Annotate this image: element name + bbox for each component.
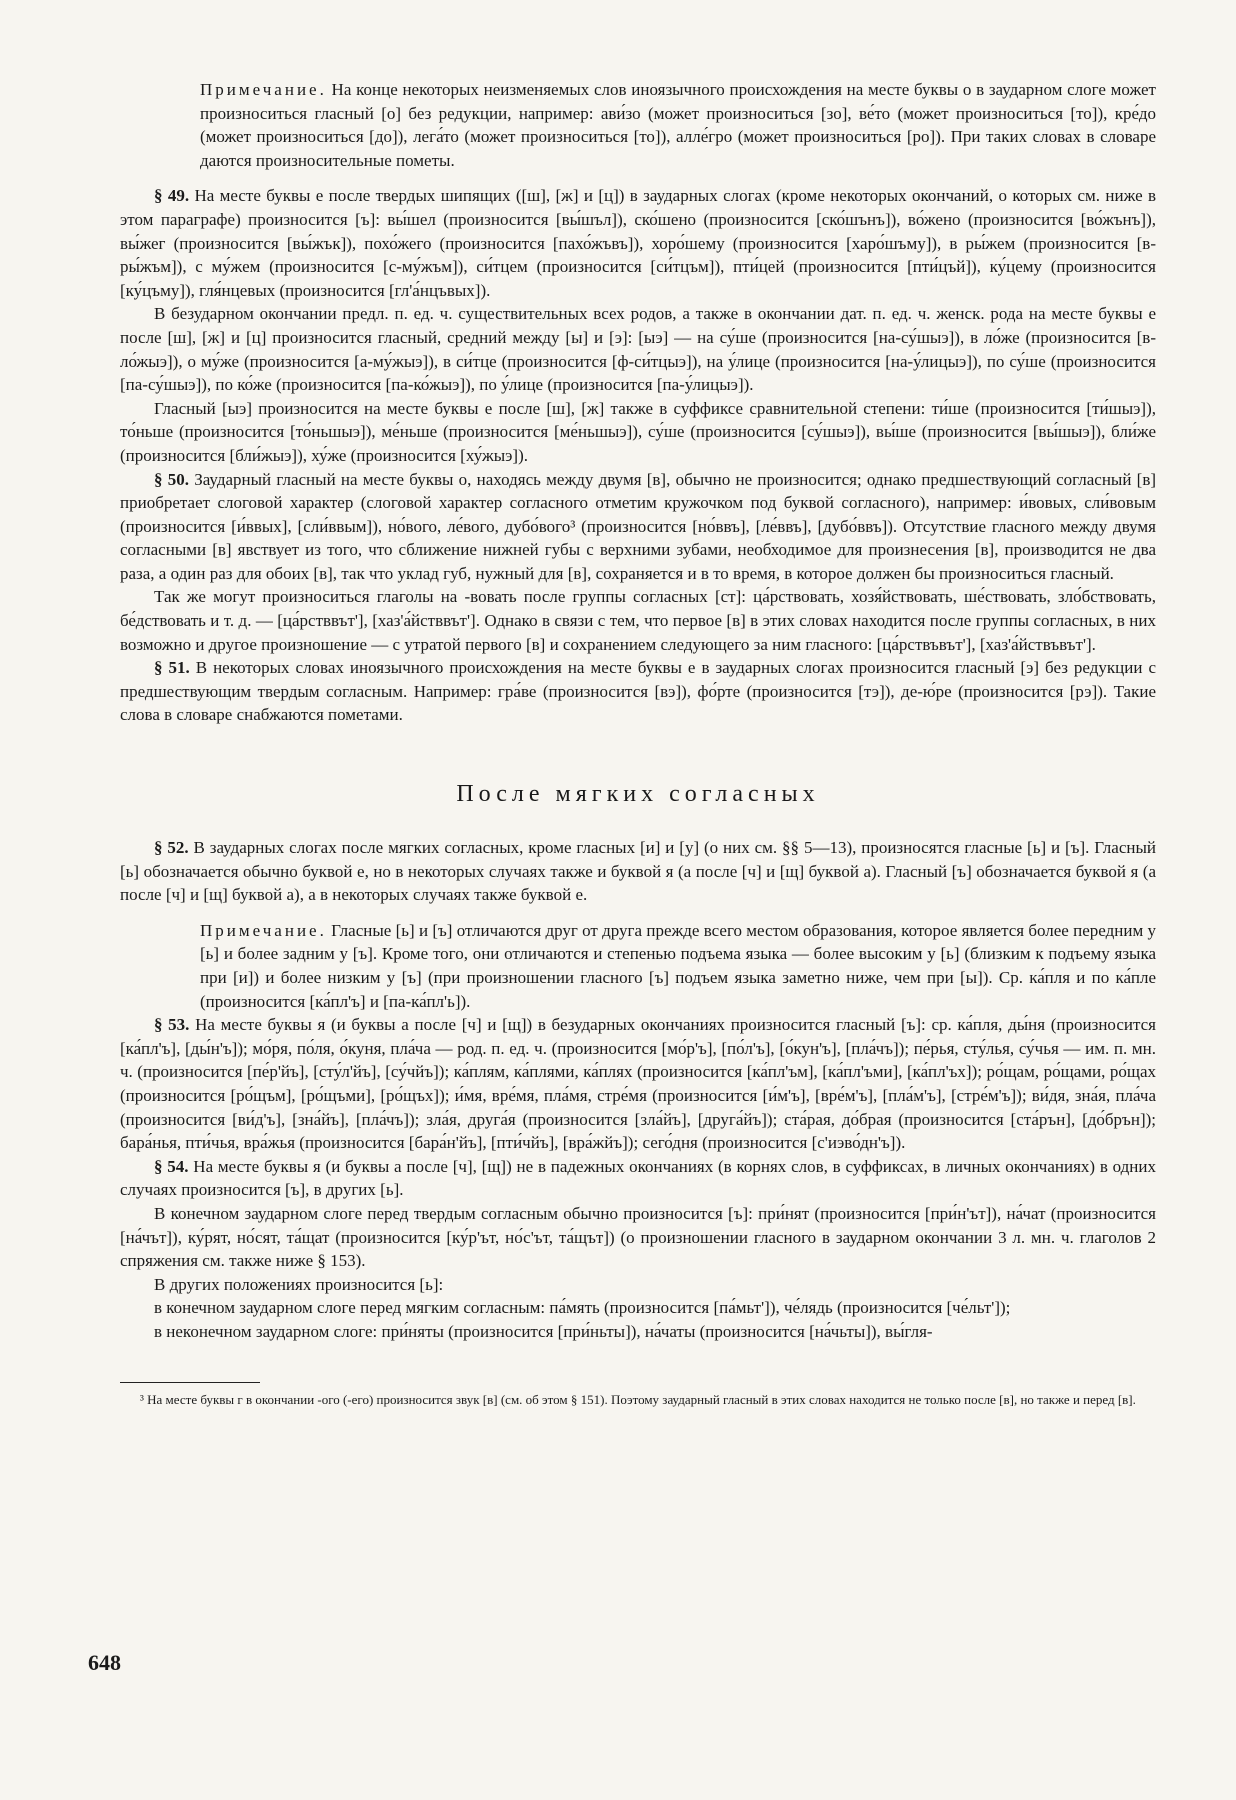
- footnote: ³ На месте буквы г в окончании -ого (-его) произносится звук [в] (см. об этом § 151). Поэтому заударный гласный в этих словах находится не только после [в], но также и перед [в].: [140, 1391, 1136, 1407]
- section-number: § 50.: [154, 469, 189, 489]
- section-number: § 49.: [154, 186, 190, 206]
- body-paragraph: Гласный [ыэ] произносится на месте буквы е после [ш], [ж] также в суффиксе сравнительной степени: ти́ше (произносится [ти́шыэ]), то́ньше (произносится [то́ньшыэ]), ме́ньше (произносится [ме́ньшыэ]), су́ше (произносится [су́шыэ]), вы́ше (произносится [вы́шыэ]), бли́же (произносится [бли́жыэ]), ху́же (произносится [ху́жыэ]).: [120, 398, 1156, 465]
- body-paragraph: В других положениях произносится [ь]:: [154, 1274, 444, 1294]
- body-paragraph: в неконечном заударном слоге: при́няты (произносится [при́ньты]), на́чаты (произносится [на́чьты]), вы́гля-: [154, 1321, 933, 1341]
- section-53-paragraph: [120, 1013, 1156, 1155]
- section-number: § 53.: [154, 1015, 190, 1035]
- body-paragraph: В безударном окончании предл. п. ед. ч. существительных всех родов, а также в окончании дат. п. ед. ч. женск. рода на месте буквы е после [ш], [ж] и [ц] произносится гласный, средний между [ы] и [э]: [ыэ] — на су́ше (произносится [на-су́шыэ]), в ло́же (произносится [в-ло́жыэ]), о му́же (произносится [а-му́жыэ]), в си́тце (произносится [ф-си́тцыэ]), на у́лице (произносится [на-у́лицыэ]), по су́ше (произносится [па-су́шыэ]), по ко́же (произносится [па-ко́жыэ]), по у́лице (произносится [па-у́лицыэ]).: [120, 304, 1156, 395]
- section-text: На месте буквы я (и буквы а после [ч] и [щ]) в безударных окончаниях произносится гласный [ъ]: ср. ка́пля, ды́ня (произносится [ка́пл'ъ], [ды́н'ъ]); мо́ря, по́ля, о́куня, пла́ча — род. п. ед. ч. (произносится [мо́р'ъ], [по́л'ъ], [о́кун'ъ], [пла́чъ]); пе́рья, сту́лья, су́чья — им. п. мн. ч. (произносится [пе́р'йъ], [сту́л'йъ], [су́чйъ]); ка́плям, ка́плями, ка́плях (произносится [ка́пл'ъм], [ка́пл'ъми], [ка́пл'ъх]); ро́щам, ро́щами, ро́щах (произносится [ро́щъм], [ро́щъми], [ро́щъх]); и́мя, вре́мя, пла́мя, стре́мя (произносится [и́м'ъ], [вре́м'ъ], [пла́м'ъ], [стре́м'ъ]); ви́дя, зна́я, пла́ча (произносится [ви́д'ъ], [зна́йъ], [пла́чъ]); зла́я, друга́я (произносится [зла́йъ], [друга́йъ]); ста́рая, до́брая (произносится [ста́рън], [до́брън]); бара́нья, пти́чья, вра́жья (произносится [бара́н'йъ], [пти́чйъ], [вра́жйъ]); сего́дня (произносится [с'иэво́дн'ъ]).: [120, 1015, 1156, 1153]
- note-label: Примечание.: [200, 920, 327, 940]
- section-text: В некоторых словах иноязычного происхождения на месте буквы е в заударных слогах произносится гласный [э] без редукции с предшествующим твердым согласным. Например: гра́ве (произносится [вэ]), фо́рте (произносится [тэ]), де-ю́ре (произносится [рэ]). Такие слова в словаре снабжаются пометами.: [120, 658, 1156, 725]
- section-51-paragraph: [120, 656, 1156, 727]
- note-label: Примечание.: [200, 80, 327, 99]
- footnote-divider: [120, 1382, 260, 1383]
- section-number: § 54.: [154, 1156, 189, 1176]
- section-number: § 51.: [154, 658, 190, 678]
- section-50-paragraph: [120, 468, 1156, 586]
- body-paragraph: Так же могут произноситься глаголы на -вовать после группы согласных [ст]: ца́рствовать, хозя́йствовать, ше́ствовать, зло́бствовать, бе́дствовать и т. д. — [ца́рстввът'], [хаз'а́йстввът']. Однако в связи с тем, что первое [в] в этих словах находится после группы согласных, в них возможно и другое произношение — с утратой первого [в] и сохранением следующего за ним гласного: [ца́рствъвът'], [хаз'а́йствъвът'].: [120, 587, 1156, 654]
- body-paragraph: В конечном заударном слоге перед твердым согласным обычно произносится [ъ]: при́нят (произносится [при́н'ът]), на́чат (произносится [на́чът]), ку́рят, но́сят, та́щат (произносится [ку́р'ът, но́с'ът, та́щът]) (о произношении гласного в заударном окончании 3 л. мн. ч. глаголов 2 спряжения см. также ниже § 153).: [120, 1203, 1156, 1271]
- page-number: 648: [88, 1650, 121, 1675]
- section-heading: После мягких согласных: [456, 781, 820, 808]
- section-text: На месте буквы е после твердых шипящих ([ш], [ж] и [ц]) в заударных слогах (кроме некоторых окончаний, о которых см. ниже в этом параграфе) произносится [ъ]: вы́шел (произносится [вы́шъл]), ско́шено (произносится [ско́шънъ]), во́жено (произносится [во́жънъ]), вы́жег (произносится [вы́жък]), похо́жего (произносится [пахо́жъвъ]), хоро́шему (произносится [харо́шъму]), в ры́жем (произносится [в-ры́жъм]), с му́жем (произносится [с-му́жъм]), си́тцем (произносится [си́тцъм]), пти́цей (произносится [пти́цъй]), ку́цему (произносится [ку́цъму]), гля́нцевых (произносится [гл'а́нцъвых]).: [120, 186, 1157, 300]
- section-49-paragraph: [120, 184, 1156, 302]
- note-paragraph: [120, 78, 1156, 172]
- note-text: На конце некоторых неизменяемых слов иноязычного происхождения на месте буквы о в заударном слоге может произноситься гласный [о] без редукции, например: ави́зо (может произноситься [зо], ве́то (может произноситься [то]), кре́до (может произноситься [до]), лега́то (может произноситься [то]), алле́гро (может произноситься [ро]). При таких словах в словаре даются произносительные пометы.: [200, 80, 1156, 170]
- section-52-paragraph: [120, 836, 1156, 907]
- section-text: На месте буквы я (и буквы а после [ч], [щ]) не в падежных окончаниях (в корнях слов, в суффиксах, в личных окончаниях) в одних случаях произносится [ъ], в других [ь].: [120, 1156, 1156, 1200]
- section-number: § 52.: [154, 838, 189, 858]
- note-paragraph: [120, 919, 1156, 1013]
- body-paragraph: в конечном заударном слоге перед мягким согласным: па́мять (произносится [па́мьт']), че́лядь (произносится [че́льт']);: [154, 1298, 1011, 1318]
- section-54-paragraph: [120, 1155, 1156, 1202]
- section-text: В заударных слогах после мягких согласных, кроме гласных [и] и [у] (о них см. §§ 5—13), произносятся гласные [ь] и [ъ]. Гласный [ь] обозначается обычно буквой е, но в некоторых случаях также и буквой я (а после [ч] и [щ] буквой а). Гласный [ъ] обозначается буквой я (а после [ч] и [щ] буквой а), а в некоторых случаях также буквой е.: [120, 838, 1156, 905]
- section-text: Заударный гласный на месте буквы о, находясь между двумя [в], обычно не произносится; однако предшествующий согласный [в] приобретает слоговой характер (слоговой характер согласного отметим кружочком под буквой согласного), например: и́вовых, сли́вовым (произносится [и́ввых], [сли́ввым]), но́вого, ле́вого, дубо́вого³ (произносится [но́ввъ], [ле́ввъ], [дубо́ввъ]). Отсутствие гласного между двумя согласными [в] явствует из того, что сближение нижней губы с верхними зубами, необходимое для произнесения [в], производится не два раза, а один раз для обоих [в], так что уклад губ, нужный для [в], сохраняется и в то время, в которое должен бы произноситься гласный.: [120, 469, 1157, 583]
- note-text: Гласные [ь] и [ъ] отличаются друг от друга прежде всего местом образования, которое является более передним у [ь] и более задним у [ъ]. Кроме того, они отличаются и степенью подъема языка — более высоким у [ь] (близким к подъему языка при [и]) и более низким у [ъ] (при произношении гласного [ъ] подъем языка заметно ниже, чем при [ы]). Ср. ка́пля и по ка́пле (произносится [ка́пл'ъ] и [па-ка́пл'ь]).: [200, 920, 1156, 1011]
